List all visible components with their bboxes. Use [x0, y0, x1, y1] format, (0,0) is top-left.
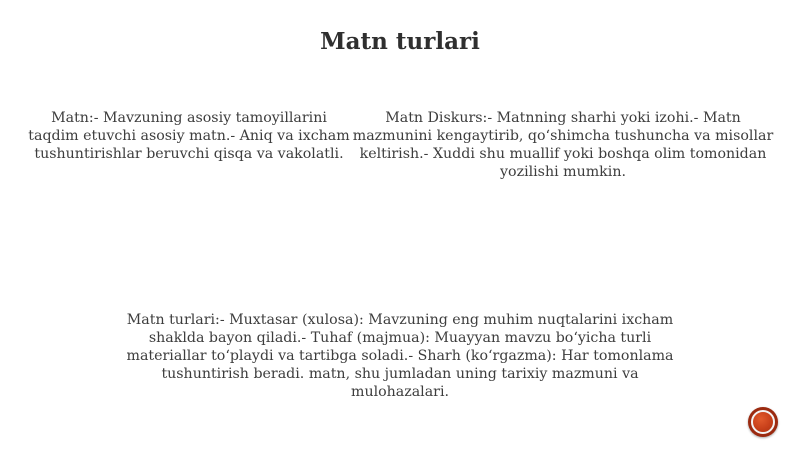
text-block-matn: Matn:- Mavzuning asosiy tamoyillarini taqdim etuvchi asosiy matn.- Aniq va ixcham tushuntirishlar beruvchi qisqa va vakolatli. — [28, 110, 350, 162]
circle-nav-icon — [751, 410, 775, 434]
slide-title: Matn turlari — [320, 28, 480, 55]
slide-nav-button[interactable] — [748, 407, 778, 437]
text-block-matn-turlari: Matn turlari:- Muxtasar (xulosa): Mavzuning eng muhim nuqtalarini ixcham shaklda bayon qiladi.- Tuhaf (majmua): Muayyan mavzu bo‘yicha turli materiallar to‘playdi va tartibga soladi.- Sharh (ko‘rgazma): Har tomonlama tushuntirish beradi. matn, shu jumladan uning tarixiy mazmuni va mulohazalari. — [126, 312, 674, 400]
text-block-matn-diskurs: Matn Diskurs:- Matnning sharhi yoki izohi.- Matn mazmunini kengaytirib, qo‘shimcha tushuncha va misollar keltirish.- Xuddi shu muallif yoki boshqa olim tomonidan yozilishi mumkin. — [352, 110, 774, 180]
